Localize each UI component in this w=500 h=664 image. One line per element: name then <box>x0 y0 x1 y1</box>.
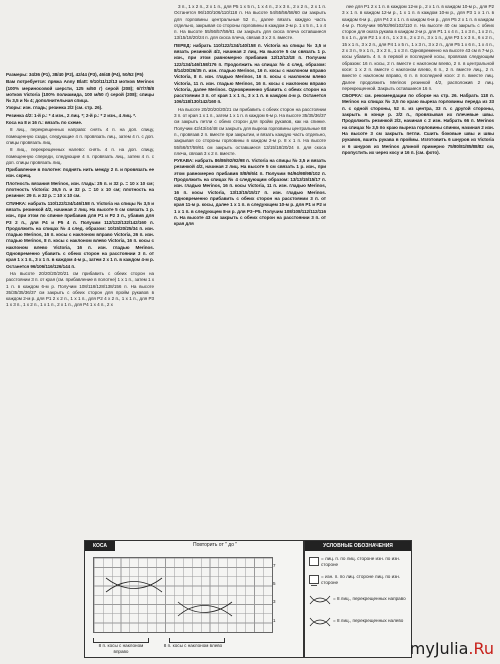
paragraph: На высоте 20/20/20/20/21 см прибавить с обеих сторон на расстоянии 3 п. от края 1 х 1 п., затем 1 х 1 п. в каждом 6-м р. На высоте 35/35/36/37 см закрыть петли с обеих сторон для пройм рукавов, как на спинке. Получим 42/43/44/48 см закрыть для выреза горловины центральные 68 п., провязав 2 п. вместе при закрытии, и вязать каждую часть отдельно, закрывая со стороны горловины в каждом 2-м р. 8 х 1 п. На высоте 55/56/57/59/61 см закрыть оставшиеся 13/15/18/20/24 п. для скоса плеча, связав 3 х 2 п. вместе. <box>174 106 326 156</box>
legend-panel <box>304 540 412 658</box>
watermark-name: myJulia <box>409 639 469 658</box>
caption-cable-left: 8 п. косы с наклоном влево <box>163 643 223 648</box>
cable-chart <box>84 540 304 658</box>
paragraph: Размеры: 34/36 (P1), 38/40 (P2), 42/44 (P3), 46/48 (P4), 50/52 (P5) <box>6 72 144 77</box>
paragraph: ПЕРЕД: набрать 110/122/134/140/158 п. Victoria на спицы № 3,5 и вязать резинкой 4/2, начиная 2 лиц. На высоте 5 см связать 1 р. изн., при этом равномерно прибавив 12/12/12/18 п. Получим 122/134/146/158/176 п. Продолжить на спицах № 4 след. образом: 8/14/20/26/35 п. изн. гладью Merinos, 16 п. косы с наклоном вправо Victoria, 8 п. изн. гладью Merinos, 16 п. косы с наклоном влево Victoria, 11 п. изн. гладью Merinos, 16 п. косы с наклоном вправо Victoria, далее Merinos. Одновременно убавить с обеих сторон на расстоянии 3 п. от края 1 х 1 п., 3 х 1 п. в каждом 4-м р. Останется 106/118/130/142/160 п. <box>174 42 326 105</box>
paragraph: 8 лиц., перекрещенных направо: снять 4 п. на доп. спицу, помещенную сзади, следующие 4 п. провязать лиц., затем 4 п. с доп. спицы провязать лиц. <box>6 127 154 145</box>
text-column-2 <box>174 4 326 604</box>
paragraph: СБОРКА: см. рекомендации по сборке на стр. 26. Набрать 118 п. Merinos на спицах № 3,5 по краю выреза горловины переда из 33 п. с одной стороны, 52 п. из центра, 33 п. с другой стороны, закрыть в конце р. 2/2 п., провязывая их плечевые швы. Продолжить резинкой 2/2, начиная с 2 изн. Набрать 66 п. Merinos на спицах № 3,5 по краю выреза горловины спинки, начиная 2 изн. На высоте 3 см закрыть петли. Сшить боковые швы и швы рукавов, вшить рукава в проймы. Изготовить 6 шнуров из Victoria и 6 шнуров из Merinos длиной примерно 75/80/81/85/88/82 см, пропустить их через косу и 16 п. (см. фото). <box>342 93 494 155</box>
paragraph: РУКАВА: набрать 86/86/92/92/98 п. Victoria на спицы № 3,5 и вязать резинкой 4/2, начиная 2 лиц. На высоте 5 см связать 1 р. изн., при этом равномерно прибавив 8/8/6/6/4 п. Получим 94/94/98/98/102 п. Продолжить на спицах № 4 следующим образом: 13/13/15/15/17 п. изн. гладью Merinos, 16 п. косы Victoria, 11 п. изн. гладью Merinos, 16 п. косы Victoria, 13/13/15/15/17 п. изн. гладью Merinos. Одновременно прибавить с обеих сторон на расстоянии 3 п. от края 11-м р. косы, далее 1 х 1 п. в следующем 10-м р. для P1 и P2 и 1 х 1 п. в следующем 8-м р. для P3–P5. Получим 108/108/112/112/116 п. На высоте 43 см закрыть с обеих сторон на расстоянии 3 п. от края для <box>174 158 326 227</box>
chart-row-number: 1 <box>273 618 276 623</box>
paragraph: 8 лиц., перекрещенных налево: снять 4 п. на доп. спицу, помещенную спереди, следующие 4 п. провязать лиц., затем 4 п. с доп. спицы провязать лиц. <box>6 147 154 165</box>
paragraph: Плотность вязания Merinos, изн. гладь: 25 п. и 32 р. = 10 х 10 см; плотность Victoria: 26,5 п. и 32 р. = 10 х 10 см; плотность на резинке: 29 п. и 32 р. = 10 х 10 см. <box>6 180 154 199</box>
purl-symbol-icon <box>309 575 319 584</box>
legend-item: = 8 лиц., перекрещенных направо <box>333 596 406 601</box>
legend-title: УСЛОВНЫЕ ОБОЗНАЧЕНИЯ <box>305 541 411 551</box>
site-watermark <box>410 639 494 658</box>
chart-row-number: 5 <box>273 581 276 586</box>
knit-symbol-icon <box>309 557 319 566</box>
paragraph: СПИНКА: набрать 110/122/134/146/158 п. Victoria на спицы № 3,5 и вязать резинкой 4/2, начиная 2 лиц. На высоте 5 см связать 1 р. изн., при этом по спинке прибавив для P1 и P2 3 п., убавив для P3 2 п., для P4 и P5 4 п. Получим 112/122/132/142/160 п. Продолжить на спицах № 4 след. образом: 10/15/20/25/34 п. изн. гладью Merinos, 16 п. косы с наклоном вправо Victoria, 26 п. изн. гладью Merinos, 8 п. косы с наклоном влево Victoria, 16 п. косы с наклоном влево Victoria, 16 п. изн. гладью Merinos. Одновременно убавить с обеих сторон на расстоянии 3 п. от края 1 х 1 п., 3 х 1 п. в каждом 4-м р., затем 2 х 1 п. в каждом 4-м р. Останется 96/106/116/126/144 п. <box>6 200 154 269</box>
chart-row-number: 3 <box>273 599 276 604</box>
legend-item: = лиц. п. по лиц. стороне изн. по изн. стороне <box>321 556 401 567</box>
text-column-1 <box>6 72 154 522</box>
paragraph: лее для P1 2 х 1 п. в каждом 12-м р., 2 х 1 п. в каждом 10-м р., для P2 3 х 1 п. в каждом 12-м р., 1 х 1 п. в каждом 10-м р., для P3 1 х 1 п. в каждом 6-м р., для P4 2 х 1 п. в каждом 6-м р., для P5 2 х 1 п. в каждом 4-м р. Получим 90/92/96/102/110 п. На высоте 40 см закрыть с обеих сторон для оката рукава в каждом 2-м р. для P1 1 х 4 п., 1 х 3 п., 1 х 2 п., 5 х 1 п., для P2 1 х 4 п., 1 х 3 п., 2 х 2 п., 3 х 1 п., для P3 1 х 3 п., 6 х 2 п., 15 х 1 п., 3 х 2 п., для P4 1 х 5 п., 1 х 3 п., 3 х 2 п., для P5 1 х 6 п., 1 х 4 п., 2 х 3 п., 9 х 1 п., 3 х 2 п., 1 х 3 п. Одновременно на высоте 43 см в 7-м р. косы убавить 4 п. в первой и последней косы, провязав следующим образом: 16 п. косы, 2 п. вместе с наклоном влево, 2 п. в центральной косе: 1 х 2 п. вместе с наклоном влево, 6 п., 2 п. вместе лиц., 2 п. вместе с наклоном вправо, 6 п. в последней косе: 2 п. вместе лиц. Далее продолжить Merinos резинкой 4/2, расположив 2 лиц. перекрещенной. Закрыть оставшиеся 16 п. <box>342 4 494 91</box>
paragraph: Резинка 4/2: 1-й р.: * 4 изн., 2 лиц. *; 2-й р.: * 2 изн., 4 лиц. *. <box>6 112 137 118</box>
chart-repeat-note: Повторить от " до " <box>193 542 238 548</box>
legend-item: = изн. п. по лиц. стороне лиц. по изн. стороне <box>321 574 401 585</box>
watermark-tld: .Ru <box>468 639 494 658</box>
chart-title: КОСА <box>85 541 115 551</box>
chart-row-number: 7 <box>273 563 276 568</box>
paragraph: 3 п., 1 х 2 п., 2 х 1 п., для P5 1 х 5 п., 1 х 4 п., 2 х 3 п., 2 х 2 п., 2 х 1 п. Останется 96/100/106/110/118 п. На высоте 54/55/56/58/60 см закрыть для горловины центральные 52 п., далее вязать каждую часть отдельно, закрывая со стороны горловины в каждом 2-м р. 1 х 5 п., 1 х 4 п. На высоте 55/56/57/59/61 см закрыть для скоса плеча оставшиеся 13/15/18/20/24 п. для скоса плеча, связав 3 х 2 п. вместе. <box>174 4 326 41</box>
legend-item: = 8 лиц., перекрещенных налево <box>333 618 404 623</box>
cross-right-icon <box>309 595 331 605</box>
cable-crossings <box>94 558 272 632</box>
paragraph: Прибавление в полотне: поднять нить между 2 п. и провязать ее изн. скрещ. <box>6 167 154 179</box>
text-column-3 <box>342 4 494 522</box>
cross-left-icon <box>309 617 331 627</box>
paragraph: На высоте 20/20/20/20/21 см прибавить с обеих сторон на расстоянии 3 п. от края (см. прибавление в полотне) 1 х 1 п., затем 1 х 1 п. в каждом 6-м р. Получим 108/118/128/138/156 п. На высоте 35/35/35/36/37 см закрыть с обеих сторон для пройм рукавов в каждом 2-м р. для P1 2 х 2 п., 1 х 1 п., для P2 4 х 2 п., 1 х 1 п., для P3 1 х 3 п., 1 х 2 п., 1 х 1 п., 2 х 1 п., для P4 1 х 4 п., 2 х <box>6 270 154 308</box>
caption-cable-right: 8 п. косы с наклоном вправо <box>98 643 144 654</box>
paragraph: Вам потребуется: пряжа Anny Blatt: 9/10/11/12/13 мотков Merinos (100% мериносовой шерсти, 125 м/50 г) серой (208); 6/7/7/8/8 мотков Victoria (100% полиамида, 100 м/50 г) серой (208); спицы № 3,5 и № 4; дополнительная спица. <box>6 79 154 104</box>
paragraph: Узоры: изн. гладь; резинка 2/2 (см. стр. 26). <box>6 105 103 111</box>
chart-grid <box>93 557 273 633</box>
paragraph: Коса на 8 и 16 п.: вязать по схеме. <box>6 120 83 126</box>
